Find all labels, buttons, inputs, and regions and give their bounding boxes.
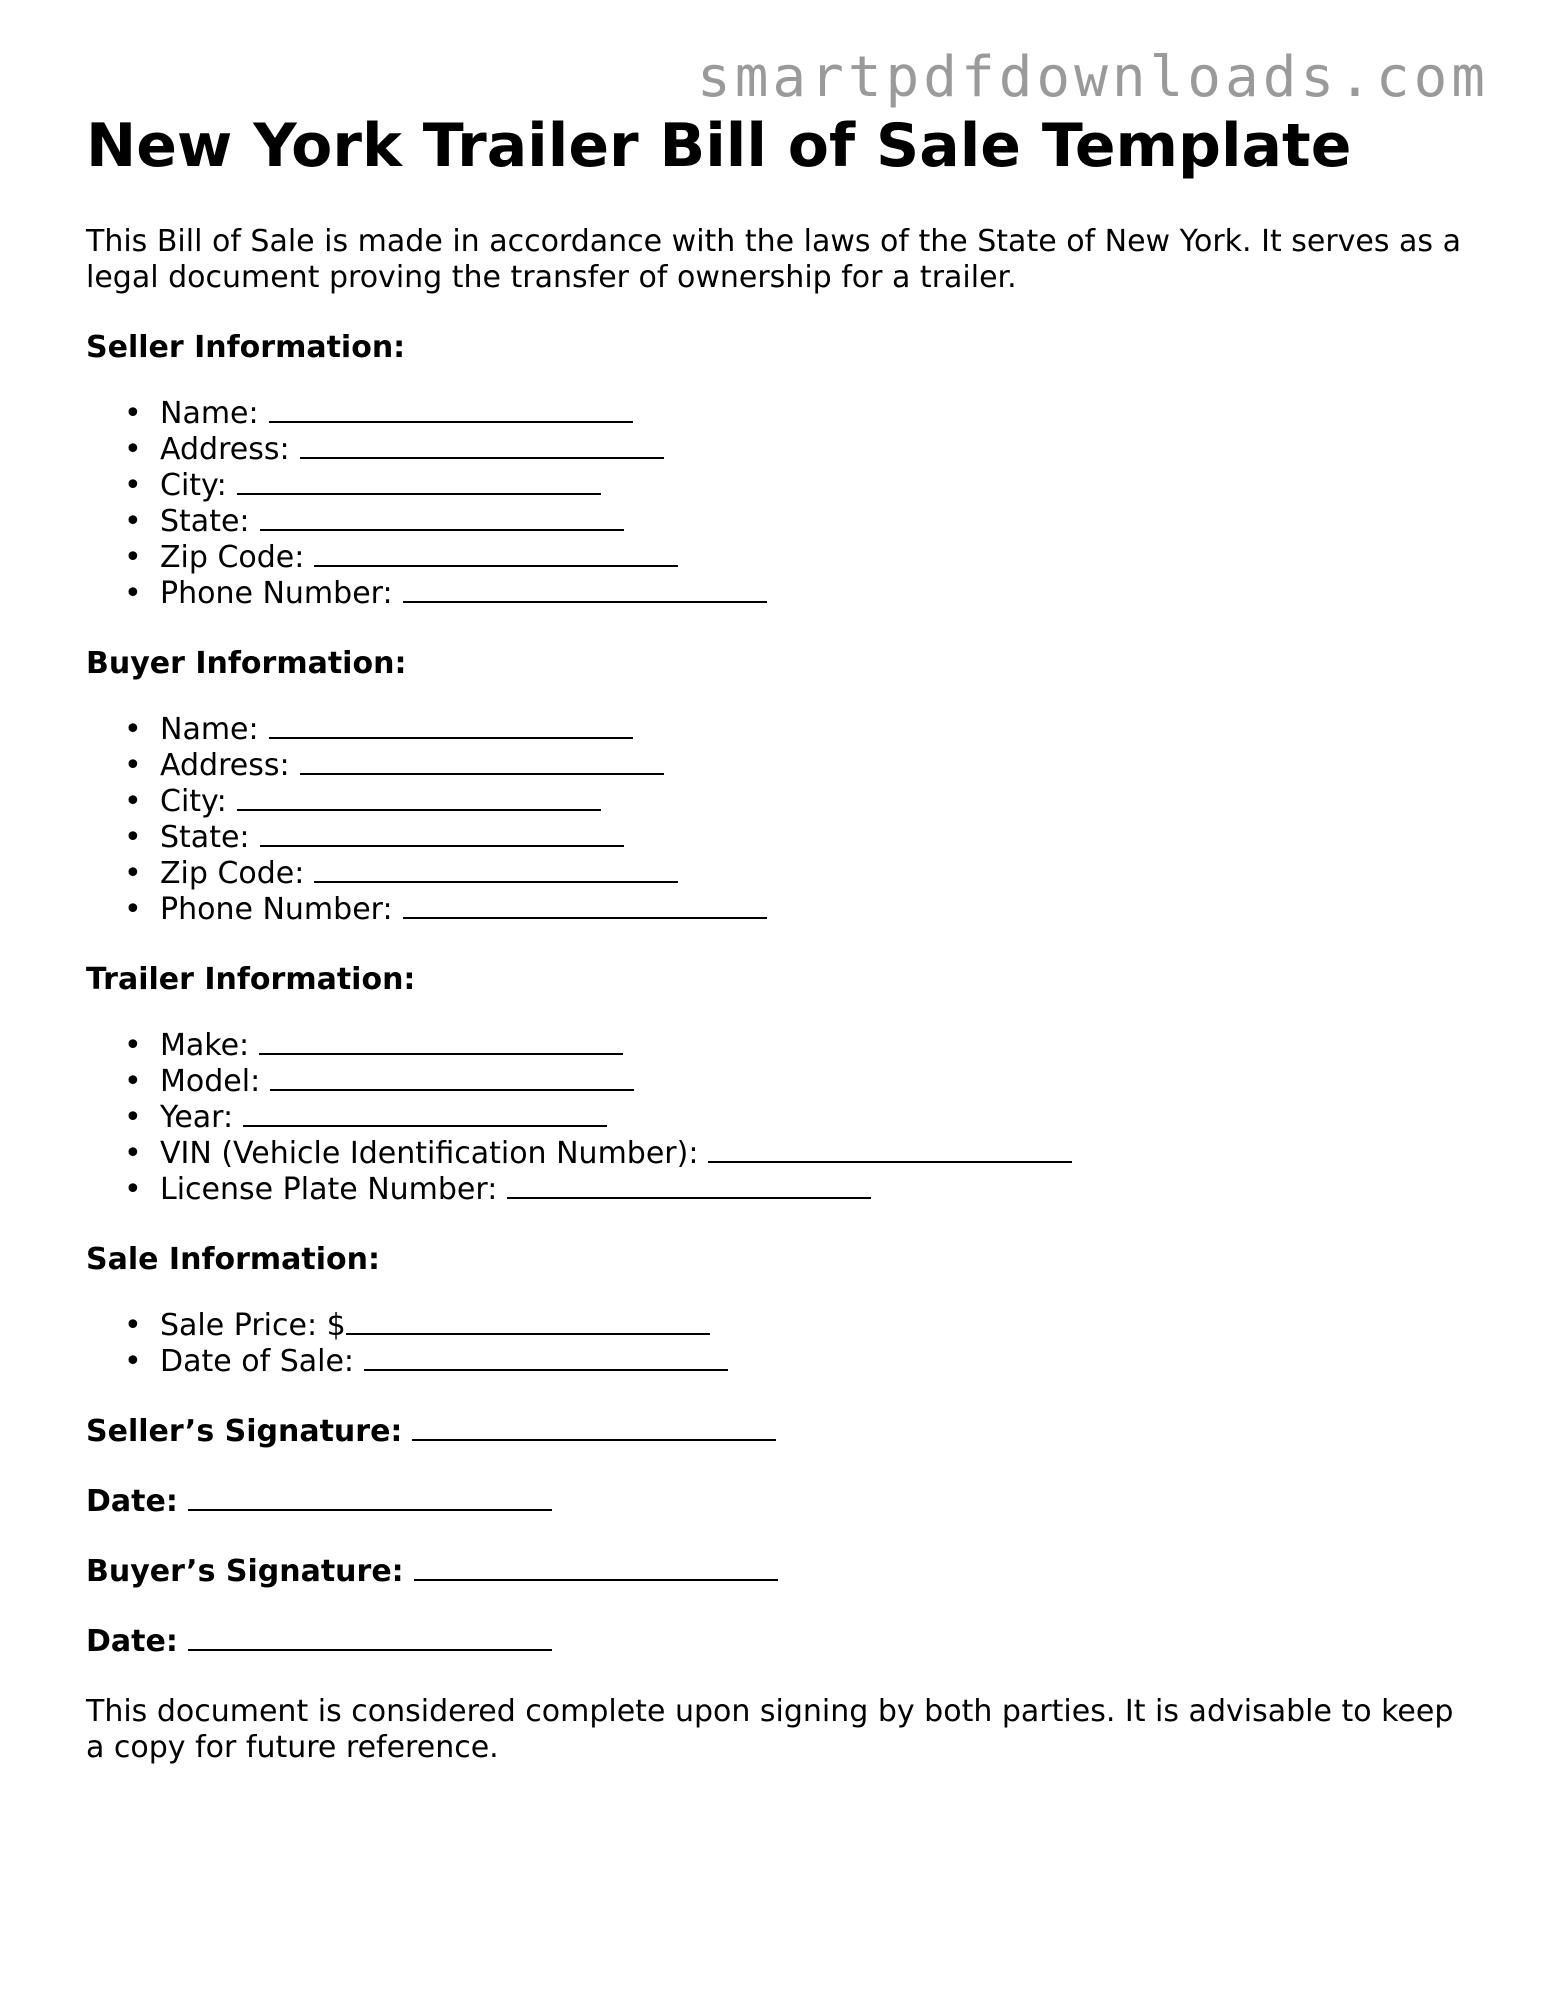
trailer-model-field: • Model: bbox=[124, 1064, 1476, 1100]
bullet-icon: • bbox=[124, 1308, 142, 1343]
blank-line[interactable] bbox=[269, 713, 633, 739]
buyer-signature-row bbox=[86, 1554, 1476, 1590]
bullet-icon: • bbox=[124, 856, 142, 891]
trailer-make-field: • Make: bbox=[124, 1028, 1476, 1064]
bullet-icon: • bbox=[124, 712, 142, 747]
buyer-state-field: • State: bbox=[124, 820, 1476, 856]
seller-signature-row bbox=[86, 1414, 1476, 1450]
seller-address-field: • Address: bbox=[124, 432, 1476, 468]
buyer-signature-label: Buyer’s Signature: bbox=[86, 1554, 404, 1589]
buyer-date-line[interactable] bbox=[188, 1625, 552, 1651]
buyer-heading: Buyer Information: bbox=[86, 646, 407, 681]
blank-line[interactable] bbox=[243, 1101, 607, 1127]
trailer-plate-field: • License Plate Number: bbox=[124, 1172, 1476, 1208]
bullet-icon: • bbox=[124, 540, 142, 575]
bullet-icon: • bbox=[124, 1172, 142, 1207]
blank-line[interactable] bbox=[403, 577, 767, 603]
bullet-icon: • bbox=[124, 1136, 142, 1171]
blank-line[interactable] bbox=[708, 1137, 1072, 1163]
seller-date-line[interactable] bbox=[188, 1485, 552, 1511]
seller-state-field: • State: bbox=[124, 504, 1476, 540]
blank-line[interactable] bbox=[260, 505, 624, 531]
document-page bbox=[86, 108, 1476, 1766]
buyer-name-field: • Name: bbox=[124, 712, 1476, 748]
trailer-field-list bbox=[86, 1028, 1476, 1208]
sale-price-field: • Sale Price: $ bbox=[124, 1308, 1476, 1344]
seller-signature-line[interactable] bbox=[412, 1415, 776, 1441]
buyer-signature-line[interactable] bbox=[414, 1555, 778, 1581]
page-title: New York Trailer Bill of Sale Template bbox=[86, 111, 1352, 181]
seller-heading: Seller Information: bbox=[86, 330, 406, 365]
bullet-icon: • bbox=[124, 1064, 142, 1099]
bullet-icon: • bbox=[124, 892, 142, 927]
blank-line[interactable] bbox=[314, 857, 678, 883]
blank-line[interactable] bbox=[259, 1029, 623, 1055]
closing-paragraph: This document is considered complete upon signing by both parties. It is advisable to keep a copy for future reference. bbox=[86, 1694, 1454, 1765]
seller-name-field: • Name: bbox=[124, 396, 1476, 432]
seller-signature-label: Seller’s Signature: bbox=[86, 1414, 403, 1449]
bullet-icon: • bbox=[124, 576, 142, 611]
seller-city-field: • City: bbox=[124, 468, 1476, 504]
trailer-vin-field: • VIN (Vehicle Identification Number): bbox=[124, 1136, 1476, 1172]
seller-zip-field: • Zip Code: bbox=[124, 540, 1476, 576]
blank-line[interactable] bbox=[237, 785, 601, 811]
bullet-icon: • bbox=[124, 396, 142, 431]
blank-line[interactable] bbox=[260, 821, 624, 847]
sale-field-list bbox=[86, 1308, 1476, 1380]
bullet-icon: • bbox=[124, 504, 142, 539]
seller-field-list bbox=[86, 396, 1476, 612]
blank-line[interactable] bbox=[346, 1309, 710, 1335]
buyer-city-field: • City: bbox=[124, 784, 1476, 820]
blank-line[interactable] bbox=[300, 749, 664, 775]
buyer-date-row bbox=[86, 1624, 1476, 1660]
trailer-year-field: • Year: bbox=[124, 1100, 1476, 1136]
bullet-icon: • bbox=[124, 820, 142, 855]
blank-line[interactable] bbox=[269, 397, 633, 423]
intro-paragraph: This Bill of Sale is made in accordance with the laws of the State of New York. It serves as a legal document proving the transfer of ownership for a trailer. bbox=[86, 224, 1461, 295]
bullet-icon: • bbox=[124, 784, 142, 819]
seller-date-row bbox=[86, 1484, 1476, 1520]
blank-line[interactable] bbox=[300, 433, 664, 459]
sale-date-field: • Date of Sale: bbox=[124, 1344, 1476, 1380]
sale-heading: Sale Information: bbox=[86, 1242, 380, 1277]
bullet-icon: • bbox=[124, 1344, 142, 1379]
seller-date-label: Date: bbox=[86, 1484, 178, 1519]
buyer-address-field: • Address: bbox=[124, 748, 1476, 784]
bullet-icon: • bbox=[124, 1100, 142, 1135]
blank-line[interactable] bbox=[507, 1173, 871, 1199]
blank-line[interactable] bbox=[364, 1345, 728, 1371]
buyer-field-list bbox=[86, 712, 1476, 928]
trailer-heading: Trailer Information: bbox=[86, 962, 416, 997]
buyer-zip-field: • Zip Code: bbox=[124, 856, 1476, 892]
bullet-icon: • bbox=[124, 468, 142, 503]
blank-line[interactable] bbox=[403, 893, 767, 919]
bullet-icon: • bbox=[124, 748, 142, 783]
blank-line[interactable] bbox=[314, 541, 678, 567]
buyer-phone-field: • Phone Number: bbox=[124, 892, 1476, 928]
bullet-icon: • bbox=[124, 432, 142, 467]
watermark: smartpdfdownloads.com bbox=[696, 45, 1489, 110]
seller-phone-field: • Phone Number: bbox=[124, 576, 1476, 612]
blank-line[interactable] bbox=[270, 1065, 634, 1091]
blank-line[interactable] bbox=[237, 469, 601, 495]
buyer-date-label: Date: bbox=[86, 1624, 178, 1659]
bullet-icon: • bbox=[124, 1028, 142, 1063]
